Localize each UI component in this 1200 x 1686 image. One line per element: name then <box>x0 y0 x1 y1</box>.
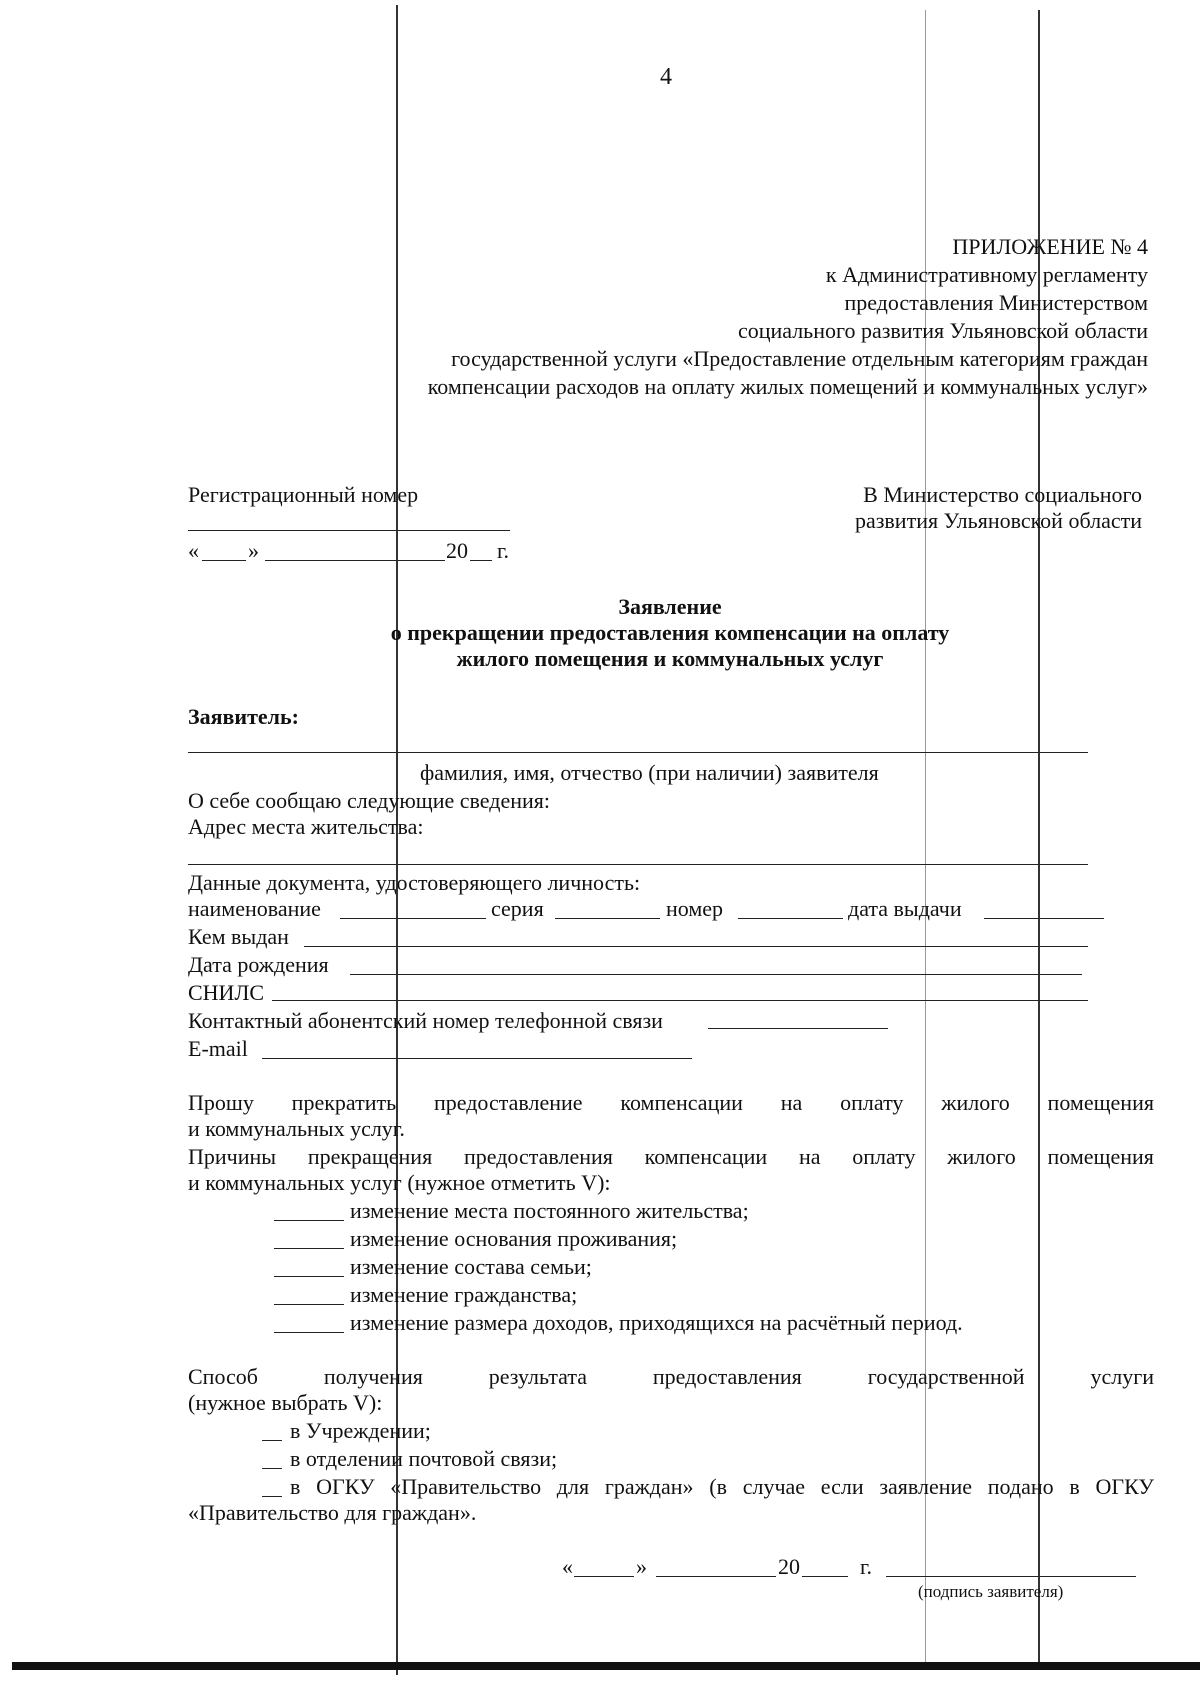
signature-caption: (подпись заявителя) <box>918 1582 1064 1601</box>
page-number: 4 <box>660 64 672 90</box>
word: получения <box>323 1364 423 1389</box>
word: Способ <box>188 1364 258 1389</box>
word: компенсации <box>644 1144 768 1169</box>
word: услуги <box>1090 1364 1154 1389</box>
appendix-line: социального развития Ульяновской области <box>737 318 1148 343</box>
word: для <box>556 1474 590 1499</box>
applicant-name-caption: фамилия, имя, отчество (при наличии) заявителя <box>420 760 879 785</box>
email-field[interactable] <box>262 1058 692 1059</box>
number-label: номер <box>666 896 724 921</box>
word: оплату <box>840 1090 904 1115</box>
snils-label: СНИЛС <box>188 980 265 1005</box>
registration-day-field[interactable] <box>202 560 246 561</box>
applicant-name-field[interactable] <box>188 752 1088 753</box>
reason-checkbox-blank[interactable] <box>274 1248 344 1249</box>
appendix-title: ПРИЛОЖЕНИЕ № 4 <box>952 234 1148 259</box>
signature-field[interactable] <box>886 1576 1136 1577</box>
word: в <box>290 1474 301 1499</box>
word: предоставления <box>463 1144 613 1169</box>
applicant-intro: О себе сообщаю следующие сведения: <box>188 788 551 813</box>
registration-label: Регистрационный номер <box>188 482 419 507</box>
reason-item: изменение места постоянного жительства; <box>350 1198 749 1223</box>
form-subtitle: о прекращении предоставления компенсации на оплату <box>390 620 950 645</box>
reason-item: изменение состава семьи; <box>350 1254 592 1279</box>
delivery-option: в отделении почтовой связи; <box>290 1446 558 1471</box>
registration-month-field[interactable] <box>265 560 445 561</box>
addressee-line1: В Министерство социального <box>863 482 1142 507</box>
request-line2: и коммунальных услуг. <box>188 1116 405 1141</box>
signature-day-field[interactable] <box>574 1576 634 1577</box>
reason-item: изменение гражданства; <box>350 1282 578 1307</box>
word: ОГКУ <box>316 1474 375 1499</box>
word: предоставление <box>433 1090 583 1115</box>
word: жилого <box>941 1090 1010 1115</box>
word: прекращения <box>307 1144 433 1169</box>
scan-line-faint <box>925 10 926 1665</box>
date-open-quote: « <box>188 538 199 563</box>
issue-date-label: дата выдачи <box>848 896 962 921</box>
reasons-line2: и коммунальных услуг (нужное отметить V): <box>188 1170 611 1195</box>
form-subtitle: жилого помещения и коммунальных услуг <box>456 646 884 671</box>
delivery-option-blank[interactable] <box>262 1440 282 1441</box>
word: предоставления <box>652 1364 802 1389</box>
appendix-line: государственной услуги «Предоставление отдельным категориям граждан <box>451 346 1148 371</box>
registration-number-field[interactable] <box>188 530 510 531</box>
appendix-line: компенсации расходов на оплату жилых помещений и коммунальных услуг» <box>427 374 1148 399</box>
delivery-option-blank[interactable] <box>262 1496 282 1497</box>
word: помещения <box>1047 1144 1154 1169</box>
word: (в <box>709 1474 727 1499</box>
signature-open-quote: « <box>562 1554 573 1579</box>
issue-date-field[interactable] <box>984 918 1104 919</box>
request-line <box>188 1090 1154 1116</box>
word: на <box>780 1090 803 1115</box>
registration-year-field[interactable] <box>470 560 492 561</box>
word: компенсации <box>620 1090 743 1115</box>
word: «Правительство <box>390 1474 542 1499</box>
id-document-label: Данные документа, удостоверяющего личность: <box>188 870 641 895</box>
delivery-option-ogku <box>290 1474 1154 1500</box>
delivery-option: в Учреждении; <box>290 1418 431 1443</box>
word: в <box>1069 1474 1080 1499</box>
email-label: E-mail <box>188 1036 248 1061</box>
delivery-option-blank[interactable] <box>262 1468 282 1469</box>
word: если <box>820 1474 864 1499</box>
reason-checkbox-blank[interactable] <box>274 1304 344 1305</box>
signature-year-field[interactable] <box>802 1576 848 1577</box>
series-field[interactable] <box>555 918 660 919</box>
number-field[interactable] <box>738 918 843 919</box>
doc-name-label: наименование <box>188 896 321 921</box>
reason-checkbox-blank[interactable] <box>274 1220 344 1221</box>
word: случае <box>742 1474 806 1499</box>
word: государственной <box>867 1364 1025 1389</box>
series-label: серия <box>491 896 544 921</box>
word: результата <box>488 1364 587 1389</box>
reason-checkbox-blank[interactable] <box>274 1276 344 1277</box>
issued-by-field[interactable] <box>304 946 1088 947</box>
word: Причины <box>188 1144 277 1169</box>
reason-item: изменение основания проживания; <box>350 1226 678 1251</box>
address-field[interactable] <box>188 864 1088 865</box>
word: граждан» <box>604 1474 694 1499</box>
word: на <box>798 1144 821 1169</box>
word: оплату <box>852 1144 916 1169</box>
word: помещения <box>1047 1090 1154 1115</box>
reasons-line <box>188 1144 1154 1170</box>
form-title: Заявление <box>618 594 722 619</box>
signature-month-field[interactable] <box>656 1576 776 1577</box>
snils-field[interactable] <box>272 1000 1088 1001</box>
doc-name-field[interactable] <box>340 918 486 919</box>
birth-date-field[interactable] <box>350 974 1082 975</box>
signature-year: 20 <box>778 1554 800 1579</box>
word: ОГКУ <box>1095 1474 1154 1499</box>
word: Прошу <box>188 1090 254 1115</box>
registration-year-suffix: г. <box>497 538 510 563</box>
word: подано <box>987 1474 1054 1499</box>
reason-item: изменение размера доходов, приходящихся на расчётный период. <box>350 1310 963 1335</box>
delivery-line2: (нужное выбрать V): <box>188 1390 383 1415</box>
delivery-option-ogku-line2: «Правительство для граждан». <box>188 1500 477 1525</box>
date-close-quote: » <box>248 538 259 563</box>
address-label: Адрес места жительства: <box>188 814 424 839</box>
applicant-label: Заявитель: <box>188 704 299 729</box>
registration-year: 20 <box>446 538 468 563</box>
word: прекратить <box>291 1090 397 1115</box>
word: заявление <box>879 1474 973 1499</box>
scan-bottom-bar <box>12 1662 1200 1670</box>
appendix-line: предоставления Министерством <box>844 290 1148 315</box>
delivery-line <box>188 1364 1154 1390</box>
phone-label: Контактный абонентский номер телефонной связи <box>188 1008 663 1033</box>
appendix-line: к Административному регламенту <box>825 262 1148 287</box>
addressee-line2: развития Ульяновской области <box>854 508 1142 533</box>
birth-date-label: Дата рождения <box>188 952 329 977</box>
reason-checkbox-blank[interactable] <box>274 1332 344 1333</box>
signature-year-suffix: г. <box>860 1554 873 1579</box>
issued-by-label: Кем выдан <box>188 924 289 949</box>
phone-field[interactable] <box>708 1028 888 1029</box>
signature-close-quote: » <box>636 1554 647 1579</box>
word: жилого <box>947 1144 1016 1169</box>
